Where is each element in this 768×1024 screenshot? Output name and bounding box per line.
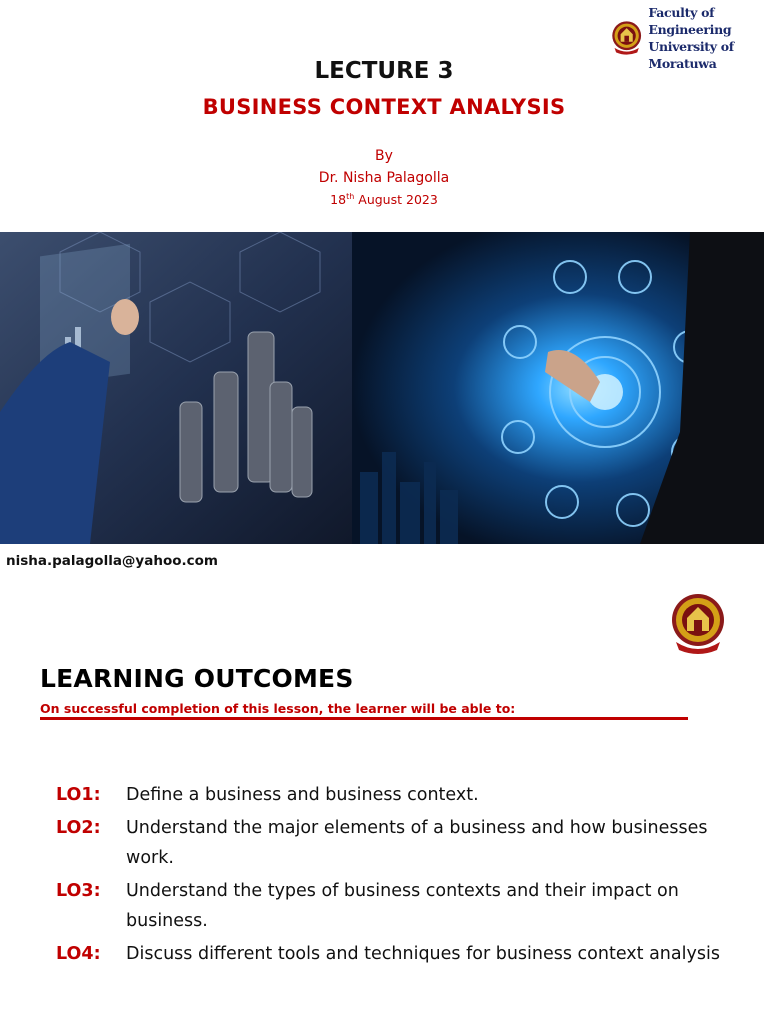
lecture-title: LECTURE 3 bbox=[314, 58, 454, 84]
title-underline bbox=[40, 717, 688, 720]
outcome-text: Understand the major elements of a business and how businesses work. bbox=[126, 818, 708, 868]
date-day: 18 bbox=[330, 192, 347, 208]
learning-outcome-item bbox=[56, 939, 736, 969]
outcome-text: Discuss different tools and techniques for business context analysis bbox=[126, 944, 720, 964]
outcome-code: LO3: bbox=[56, 881, 101, 901]
learning-outcome-item bbox=[56, 813, 736, 873]
faculty-line-1: Faculty of Engineering bbox=[648, 5, 732, 37]
learning-outcomes-title: LEARNING OUTCOMES bbox=[40, 664, 354, 693]
by-label: By bbox=[375, 148, 393, 164]
learning-outcomes-list bbox=[56, 780, 736, 972]
lecture-date bbox=[0, 192, 768, 207]
author-email: nisha.palagolla@yahoo.com bbox=[6, 553, 218, 569]
university-crest-icon bbox=[668, 590, 728, 658]
learning-outcomes-subtitle: On successful completion of this lesson, the learner will be able to: bbox=[40, 701, 516, 716]
outcome-text: Define a business and business context. bbox=[126, 785, 479, 805]
learning-outcomes-slide bbox=[0, 590, 768, 1024]
outcome-code: LO1: bbox=[56, 785, 101, 805]
author-name: Dr. Nisha Palagolla bbox=[318, 170, 450, 186]
outcome-text: Understand the types of business contexts and their impact on business. bbox=[126, 881, 679, 931]
date-month-year: August 2023 bbox=[354, 192, 438, 208]
business-tech-banner-image bbox=[0, 232, 764, 544]
learning-outcome-item bbox=[56, 876, 736, 936]
outcome-code: LO2: bbox=[56, 818, 101, 838]
learning-outcome-item bbox=[56, 780, 736, 810]
outcome-code: LO4: bbox=[56, 944, 101, 964]
university-crest-icon bbox=[610, 13, 643, 63]
lecture-subtitle: BUSINESS CONTEXT ANALYSIS bbox=[202, 95, 566, 119]
faculty-line-2: University of Moratuwa bbox=[648, 39, 734, 71]
date-suffix: th bbox=[346, 192, 355, 201]
